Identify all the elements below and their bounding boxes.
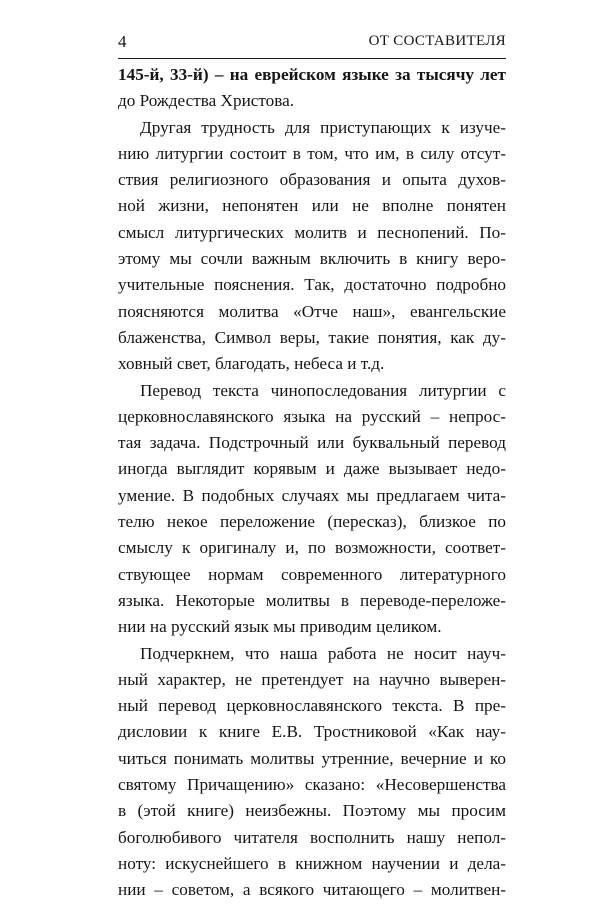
text-line: ноту: искуснейшего в книжном научении и дела-	[118, 853, 506, 873]
text-line: нии на русский язык мы приводим целиком.	[118, 617, 442, 637]
text-line: нии – советом, а всякого читающего – молитвен-	[118, 880, 506, 900]
running-header	[118, 32, 506, 54]
text-line: боголюбивого читателя восполнить нашу непол-	[118, 827, 506, 847]
paragraph-start-line: Другая трудность для приступающих к изуче-	[140, 117, 506, 137]
text-line: церковнославянского языка на русский – непрос-	[118, 406, 506, 426]
text-line: смыслу к оригиналу и, по возможности, соответ-	[118, 538, 506, 558]
header-rule	[118, 58, 506, 59]
paragraph-start-line: Перевод текста чинопоследования литургии с	[140, 380, 506, 400]
text-line: телю некое переложение (пересказ), близкое по	[118, 512, 506, 532]
text-line: смысл литургических молитв и песнопений. По-	[118, 222, 506, 242]
text-line: ный перевод церковнославянского текста. В пре-	[118, 696, 506, 716]
text-line: блаженства, Символ веры, такие понятия, как ду-	[118, 327, 506, 347]
body-text	[118, 62, 506, 904]
text-line: учительные пояснения. Так, достаточно подробно	[118, 275, 506, 295]
section-title: ОТ СОСТАВИТЕЛЯ	[368, 33, 506, 49]
text-line: ствующее нормам современного литературного	[118, 564, 506, 584]
text-line: до Рождества Христова.	[118, 91, 295, 111]
text-line: этому мы сочли важным включить в книгу веро-	[118, 249, 506, 269]
text-line: святому Причащению» сказано: «Несовершенства	[118, 775, 506, 795]
text-line: нию литургии состоит в том, что им, в силу отсут-	[118, 143, 506, 163]
text-line: иногда выглядит корявым и даже вызывает недо-	[118, 459, 506, 479]
paragraph-start-line: Подчеркнем, что наша работа не носит науч-	[140, 643, 506, 663]
text-line: языка. Некоторые молитвы в переводе-переложе-	[118, 590, 506, 610]
text-line: тая задача. Подстрочный или буквальный перевод	[118, 433, 506, 453]
text-line: читься понимать молитвы утренние, вечерние и ко	[118, 748, 506, 768]
text-line: ховный свет, благодать, небеса и т.д.	[118, 354, 385, 374]
text-line: умение. В подобных случаях мы предлагаем чита-	[118, 485, 506, 505]
text-line: 145-й, 33-й) – на еврейском языке за тысячу лет	[118, 65, 506, 84]
page-number: 4	[118, 32, 127, 51]
text-line: поясняются молитва «Отче наш», евангельские	[118, 301, 506, 321]
text-line: ствия религиозного образования и опыта духов-	[118, 170, 506, 190]
text-line: в (этой книге) неизбежны. Поэтому мы просим	[118, 801, 506, 821]
text-line: дисловии к книге Е.В. Тростниковой «Как нау-	[118, 722, 506, 742]
text-line: ной жизни, непонятен или не вполне понятен	[118, 196, 506, 216]
text-line: ный характер, не претендует на научно выверен-	[118, 669, 506, 689]
